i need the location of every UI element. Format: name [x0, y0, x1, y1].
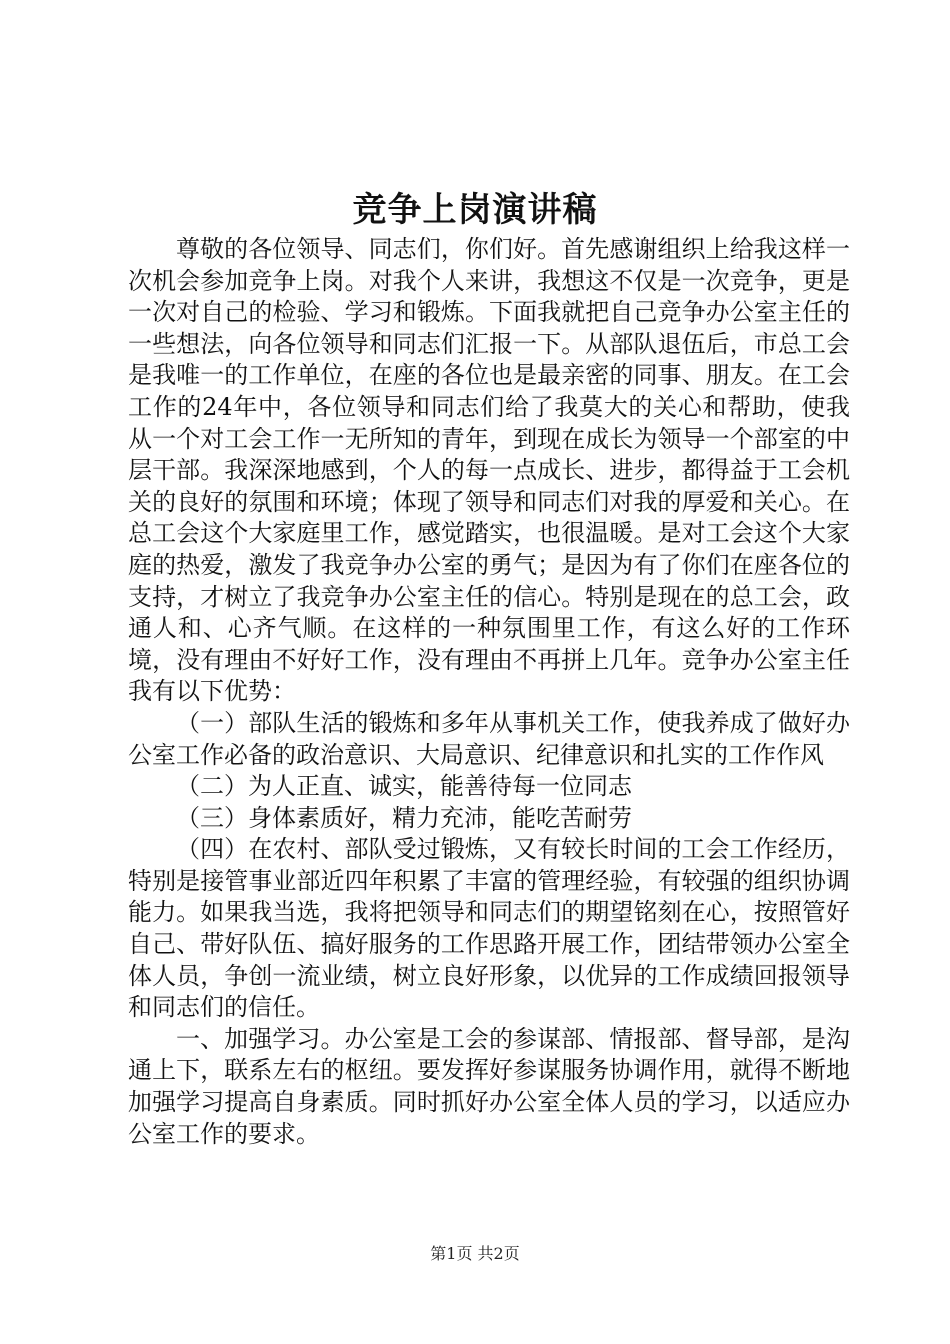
document-title: 竞争上岗演讲稿: [352, 190, 598, 230]
paragraph-intro: 尊敬的各位领导、同志们，你们好。首先感谢组织上给我这样一次机会参加竞争上岗。对我个人来讲，我想这不仅是一次竞争，更是一次对自己的检验、学习和锻炼。下面我就把自己竞争办公室主任的一些想法，向各位领导和同志们汇报一下。从部队退伍后，市总工会是我唯一的工作单位，在座的各位也是最亲密的同事、朋友。在工会工作的24年中，各位领导和同志们给了我莫大的关心和帮助，使我从一个对工会工作一无所知的青年，到现在成长为领导一个部室的中层干部。我深深地感到，个人的每一点成长、进步，都得益于工会机关的良好的氛围和环境；体现了领导和同志们对我的厚爱和关心。在总工会这个大家庭里工作，感觉踏实，也很温暖。是对工会这个大家庭的热爱，激发了我竞争办公室的勇气；是因为有了你们在座各位的支持，才树立了我竞争办公室主任的信心。特别是现在的总工会，政通人和、心齐气顺。在这样的一种氛围里工作，有这么好的工作环境，没有理由不好好工作，没有理由不再拼上几年。竞争办公室主任我有以下优势：: [128, 235, 850, 706]
paragraph-advantage-2: （二）为人正直、诚实，能善待每一位同志: [176, 772, 632, 801]
document-body: [128, 234, 850, 1150]
paragraph-advantage-3: （三）身体素质好，精力充沛，能吃苦耐劳: [176, 803, 632, 832]
paragraph-section-1: 一、加强学习。办公室是工会的参谋部、情报部、督导部，是沟通上下，联系左右的枢纽。要发挥好参谋服务协调作用，就得不断地加强学习提高自身素质。同时抓好办公室全体人员的学习，以适应办公室工作的要求。: [128, 1024, 850, 1148]
paragraph-advantage-4: （四）在农村、部队受过锻炼，又有较长时间的工会工作经历，特别是接管事业部近四年积累了丰富的管理经验，有较强的组织协调能力。如果我当选，我将把领导和同志们的期望铭刻在心，按照管好自己、带好队伍、搞好服务的工作思路开展工作，团结带领办公室全体人员，争创一流业绩，树立良好形象，以优异的工作成绩回报领导和同志们的信任。: [128, 835, 850, 1022]
paragraph-advantage-1: （一）部队生活的锻炼和多年从事机关工作，使我养成了做好办公室工作必备的政治意识、大局意识、纪律意识和扎实的工作作风: [128, 708, 850, 769]
page-indicator: 第1页 共2页: [430, 1244, 520, 1263]
page-footer: [0, 1244, 950, 1264]
